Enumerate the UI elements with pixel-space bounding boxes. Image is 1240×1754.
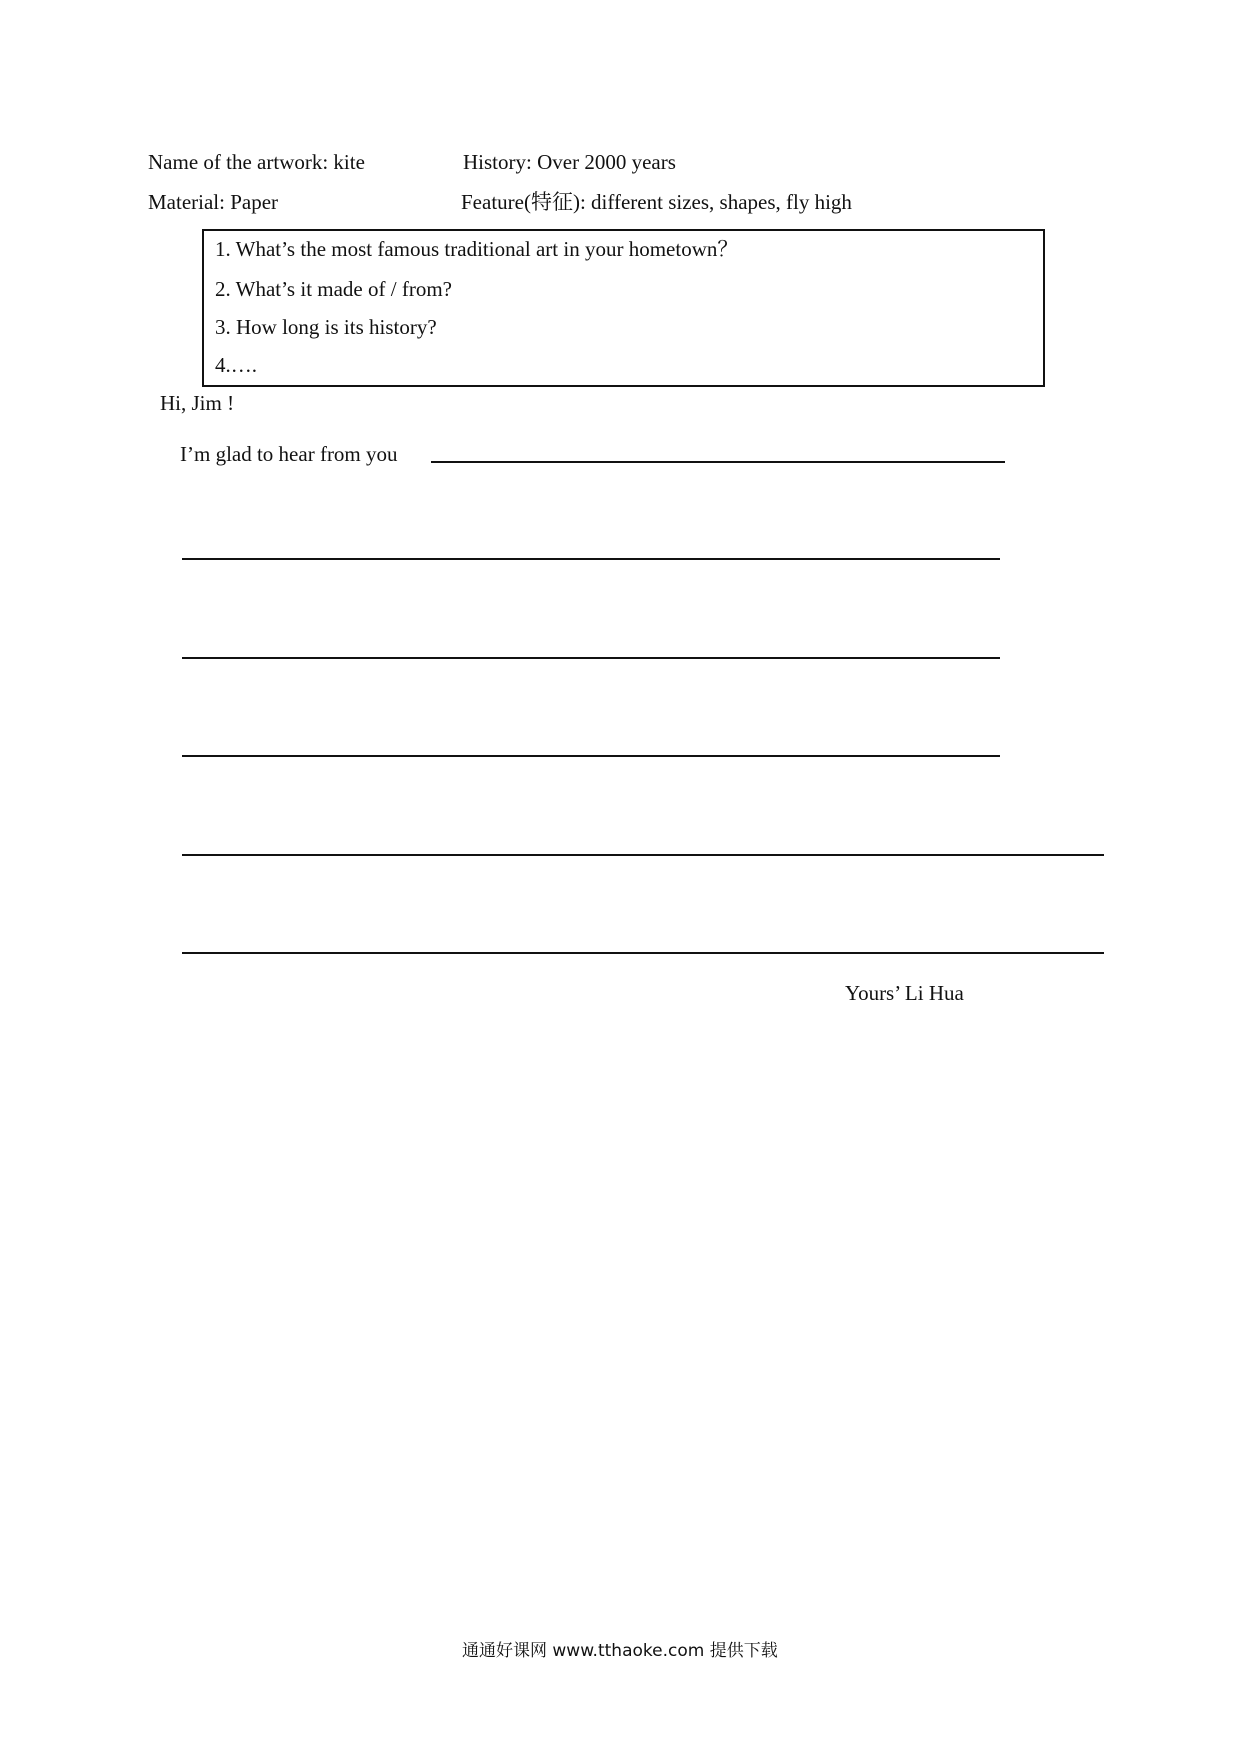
writing-line-3	[182, 657, 1000, 659]
artwork-feature: Feature(特征): different sizes, shapes, fly high	[461, 190, 852, 214]
writing-line-4	[182, 755, 1000, 757]
writing-line-1	[431, 461, 1005, 463]
artwork-material: Material: Paper	[148, 190, 279, 214]
letter-opening: I’m glad to hear from you	[180, 442, 398, 466]
question-box	[202, 229, 1045, 387]
artwork-name: Name of the artwork: kite	[148, 150, 365, 174]
question-4: 4.….	[215, 353, 257, 377]
question-2: 2. What’s it made of / from?	[215, 277, 452, 301]
writing-line-2	[182, 558, 1000, 560]
writing-line-5	[182, 854, 1104, 856]
letter-greeting: Hi, Jim !	[160, 391, 235, 415]
question-3: 3. How long is its history?	[215, 315, 437, 339]
question-1: 1. What’s the most famous traditional art in your hometown？	[215, 237, 739, 261]
letter-signature: Yours’ Li Hua	[845, 981, 964, 1005]
writing-line-6	[182, 952, 1104, 954]
artwork-history: History: Over 2000 years	[463, 150, 676, 174]
footer-credit: 通通好课网 www.tthaoke.com 提供下载	[462, 1641, 778, 1661]
